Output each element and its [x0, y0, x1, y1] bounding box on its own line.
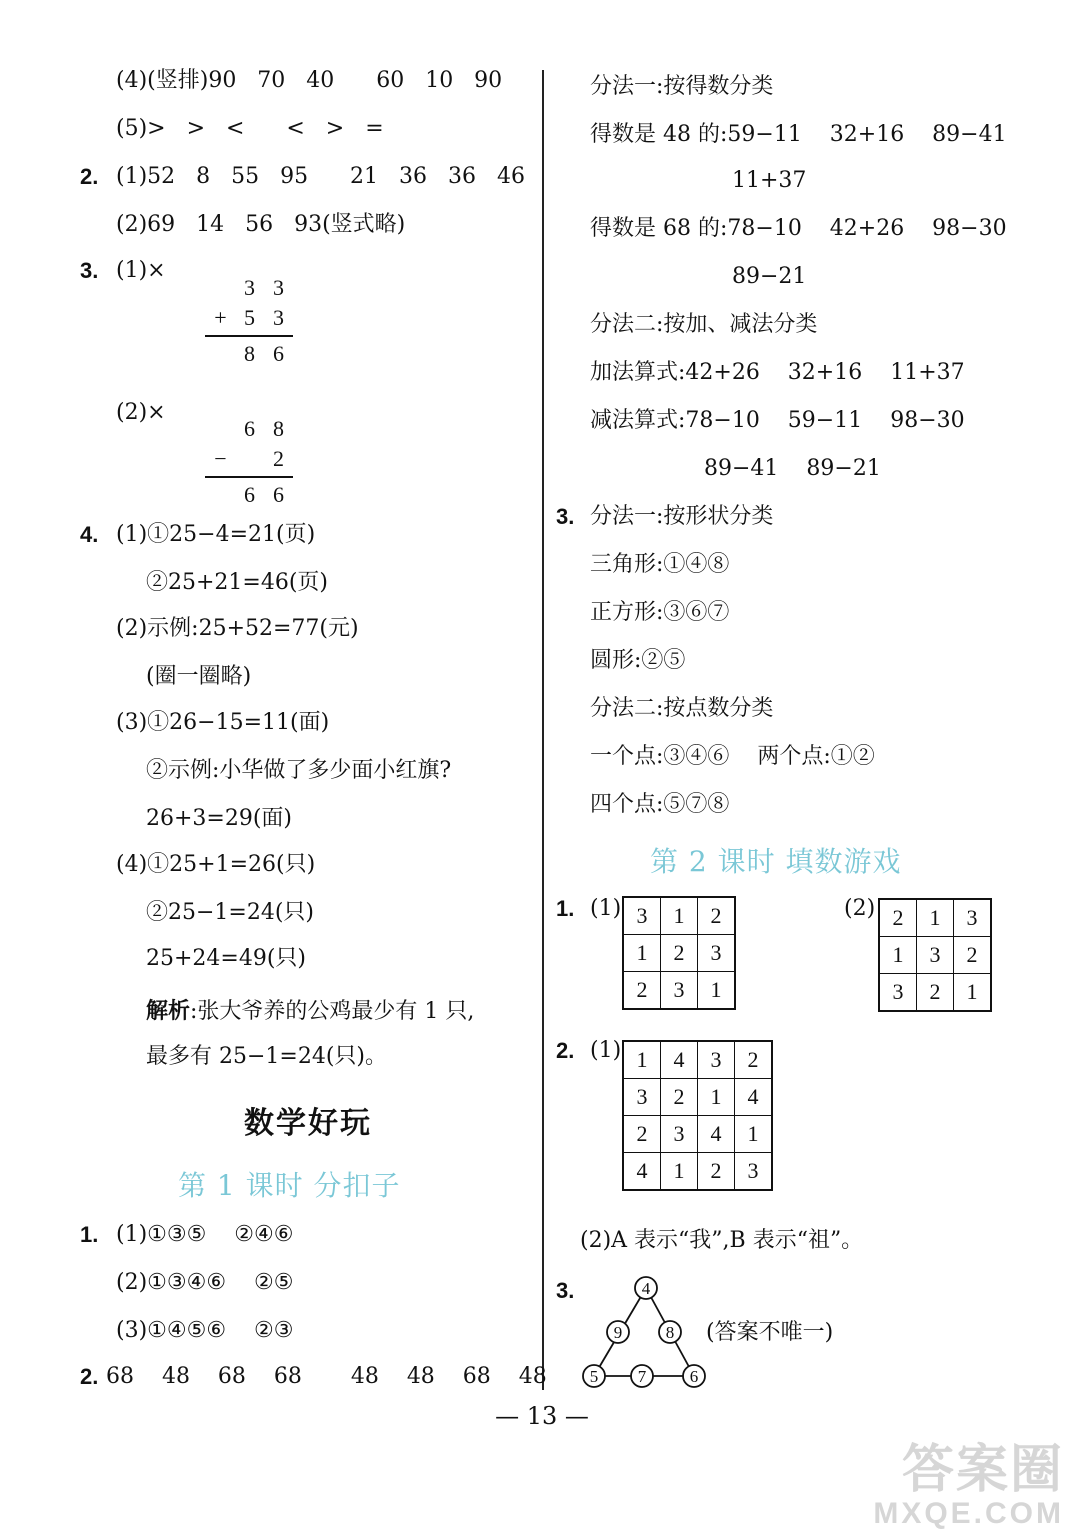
answer-line: 分法二:按加、减法分类	[590, 312, 818, 337]
grid-cell: 1	[661, 1153, 698, 1191]
grid-cell: 2	[735, 1041, 773, 1079]
answer-line: 89−21	[732, 264, 807, 289]
grid-cell: 4	[661, 1041, 698, 1079]
sub-label: (2)	[844, 896, 876, 921]
grid-cell: 1	[954, 974, 992, 1012]
answer-line: (1)52 8 55 95 21 36 36 46	[116, 164, 525, 189]
answer-line: (1)①③⑤ ②④⑥	[116, 1222, 294, 1247]
grid-cell: 3	[698, 1041, 735, 1079]
tri-mid-right: 8	[665, 1323, 675, 1342]
grid-cell: 3	[879, 974, 917, 1012]
grid-cell: 1	[661, 897, 698, 935]
answer-line: 正方形:③⑥⑦	[590, 600, 730, 625]
grid-cell: 2	[698, 1153, 735, 1191]
grid-cell: 2	[623, 1116, 661, 1153]
grid-cell: 1	[879, 937, 917, 974]
grid-cell: 3	[735, 1153, 773, 1191]
grid-cell: 3	[698, 935, 736, 972]
grid-cell: 3	[661, 972, 698, 1010]
question-number: 1.	[80, 1222, 99, 1247]
tri-top: 4	[641, 1279, 651, 1298]
grid-cell: 1	[735, 1116, 773, 1153]
grid-cell: 1	[623, 935, 661, 972]
grid-cell: 3	[917, 937, 954, 974]
analysis-line: 解析:张大爷养的公鸡最少有 1 只,	[146, 998, 475, 1024]
page-number: — 13 —	[495, 1402, 589, 1430]
grid-cell: 2	[954, 937, 992, 974]
vertical-addition: 3 3 + 5 3 8 6	[205, 273, 293, 369]
question-number: 3.	[556, 504, 575, 529]
question-number: 2.	[556, 1038, 575, 1063]
lesson-title: 第 2 课时 填数游戏	[650, 845, 902, 878]
answer-line: (4)(竖排)90 70 40 60 10 90	[116, 68, 503, 93]
sudoku-grid-3x3	[878, 898, 992, 1012]
tri-bottom-mid: 7	[637, 1367, 647, 1386]
grid-cell: 3	[954, 899, 992, 937]
answer-line: (2)A 表示“我”,B 表示“祖”。	[580, 1228, 864, 1253]
answer-line: 26+3=29(面)	[146, 806, 293, 831]
question-number: 3.	[80, 258, 99, 283]
answer-line: (4)①25+1=26(只)	[116, 852, 316, 877]
answer-line: 25+24=49(只)	[146, 946, 307, 971]
answer-line: ②示例:小华做了多少面小红旗?	[146, 758, 452, 783]
grid-cell: 4	[623, 1153, 661, 1191]
grid-cell: 1	[698, 1079, 735, 1116]
answer-line: 分法一:按形状分类	[590, 504, 774, 529]
grid-cell: 2	[623, 972, 661, 1010]
grid-cell: 3	[661, 1116, 698, 1153]
question-number: 2.	[80, 164, 99, 189]
answer-line: (2)①③④⑥ ②⑤	[116, 1270, 294, 1295]
answer-line: 分法二:按点数分类	[590, 696, 774, 721]
answer-line: (2)示例:25+52=77(元)	[116, 616, 359, 641]
answer-line: 89−41 89−21	[704, 456, 881, 481]
grid-cell: 1	[623, 1041, 661, 1079]
answer-line: (5)> > < < > =	[116, 116, 384, 141]
answer-line: (3)①④⑤⑥ ②③	[116, 1318, 294, 1343]
sudoku-grid-4x4	[622, 1040, 773, 1191]
answer-line: ②25+21=46(页)	[146, 570, 329, 595]
lesson-title: 第 1 课时 分扣子	[178, 1169, 401, 1202]
answer-line: 分法一:按得数分类	[590, 74, 774, 99]
tri-bottom-right: 6	[689, 1367, 699, 1386]
answer-line: 一个点:③④⑥ 两个点:①②	[590, 744, 875, 769]
grid-cell: 3	[623, 1079, 661, 1116]
vertical-subtraction: 6 8 − 2 6 6	[205, 414, 293, 510]
answer-line: ②25−1=24(只)	[146, 900, 315, 925]
answer-line: 68 48 68 68 48 48 68 48	[106, 1364, 547, 1389]
grid-cell: 2	[661, 935, 698, 972]
grid-cell: 2	[661, 1079, 698, 1116]
sudoku-grid-3x3	[622, 896, 736, 1010]
question-number: 2.	[80, 1364, 99, 1389]
sub-label: (1)	[590, 1038, 622, 1063]
answer-line: 三角形:①④⑧	[590, 552, 730, 577]
question-number: 4.	[80, 522, 99, 547]
grid-cell: 3	[623, 897, 661, 935]
question-number: 1.	[556, 896, 575, 921]
answer-line: 得数是 48 的:59−11 32+16 89−41	[590, 122, 1007, 147]
answer-line: 得数是 68 的:78−10 42+26 98−30	[590, 216, 1007, 241]
watermark-logo: 答案圈 MXQE.COM	[873, 1441, 1064, 1530]
tri-mid-left: 9	[613, 1323, 623, 1342]
answer-line: (2)×	[116, 400, 166, 425]
question-number: 3.	[556, 1278, 575, 1303]
grid-cell: 2	[917, 974, 954, 1012]
analysis-line: 最多有 25−1=24(只)。	[146, 1044, 388, 1069]
answer-line: (3)①26−15=11(面)	[116, 710, 330, 735]
column-divider	[542, 70, 544, 1390]
answer-line: 减法算式:78−10 59−11 98−30	[590, 408, 965, 433]
sub-label: (1)	[590, 896, 622, 921]
answer-line: 加法算式:42+26 32+16 11+37	[590, 360, 965, 385]
grid-cell: 1	[917, 899, 954, 937]
answer-line: 圆形:②⑤	[590, 648, 686, 673]
answer-note: (答案不唯一)	[706, 1320, 834, 1345]
grid-cell: 2	[698, 897, 736, 935]
answer-line: 四个点:⑤⑦⑧	[590, 792, 730, 817]
answer-line: (2)69 14 56 93(竖式略)	[116, 212, 406, 237]
grid-cell: 2	[879, 899, 917, 937]
answer-line: (1)①25−4=21(页)	[116, 522, 316, 547]
answer-line: (圈一圈略)	[146, 664, 252, 689]
answer-line: (1)×	[116, 258, 166, 283]
grid-cell: 4	[735, 1079, 773, 1116]
tri-bottom-left: 5	[589, 1367, 599, 1386]
answer-line: 11+37	[732, 168, 807, 193]
section-title: 数学好玩	[244, 1106, 372, 1141]
grid-cell: 1	[698, 972, 736, 1010]
number-triangle	[572, 1270, 712, 1396]
grid-cell: 4	[698, 1116, 735, 1153]
